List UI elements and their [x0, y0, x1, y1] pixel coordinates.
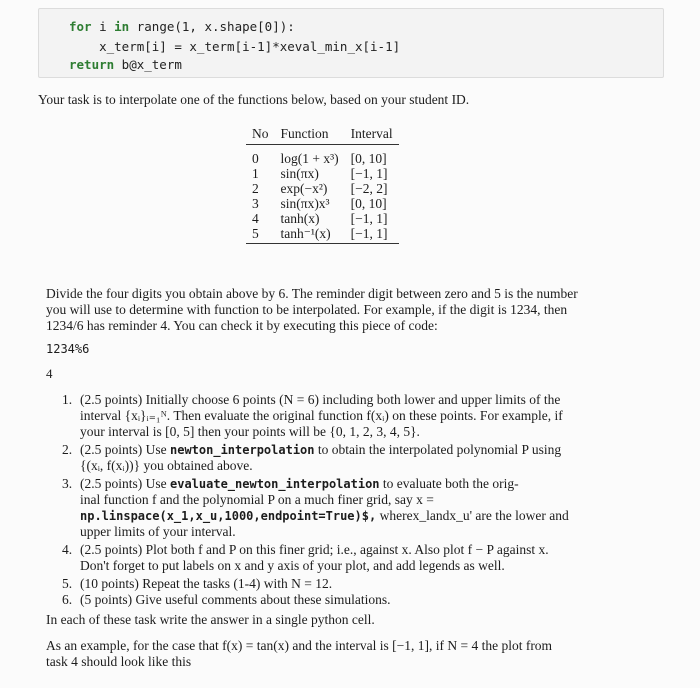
row-no: 3: [252, 196, 259, 211]
table-row: [246, 196, 399, 211]
code-output: 4: [46, 366, 53, 381]
row-interval: [0, 10]: [350, 151, 387, 166]
task-5-line-1: (10 points) Repeat the tasks (1-4) with N = 12.: [80, 576, 333, 591]
task-5-number: 5.: [62, 576, 73, 591]
row-interval: [−1, 1]: [350, 166, 388, 181]
header-no: No: [246, 124, 275, 145]
row-function: sin(πx)x³: [280, 196, 330, 211]
row-function: exp(−x²): [280, 181, 328, 196]
row-function: log(1 + x³): [280, 151, 339, 166]
row-no: 1: [252, 166, 259, 181]
row-no: 0: [252, 151, 259, 166]
task-6-number: 6.: [62, 592, 73, 607]
task-4-number: 4.: [62, 542, 73, 557]
intro-text: Your task is to interpolate one of the functions below, based on your student ID.: [38, 92, 470, 107]
header-function: Function: [275, 124, 345, 145]
row-interval: [−2, 2]: [350, 181, 388, 196]
table-row: [246, 145, 399, 167]
row-no: 5: [246, 226, 275, 244]
table-row: [246, 211, 399, 226]
row-function: tanh⁻¹(x): [275, 226, 345, 244]
task-3-line-1: (2.5 points) Use evaluate_newton_interpolation to evaluate both the orig-: [80, 476, 519, 491]
example-para-line-2: task 4 should look like this: [46, 654, 192, 669]
task-6-line-1: (5 points) Give useful comments about these simulations.: [80, 592, 391, 607]
task-1-number: 1.: [62, 392, 73, 407]
code-line-3: return b@x_term: [69, 57, 182, 72]
table-row: [246, 166, 399, 181]
task-2-number: 2.: [62, 442, 73, 457]
example-para-line-1: As an example, for the case that f(x) = tan(x) and the interval is [−1, 1], if N = 4 the plot from: [46, 638, 553, 653]
task-1-line-2: interval {xᵢ}ᵢ₌₁ᴺ. Then evaluate the original function f(xᵢ) on these points. For example, if: [80, 408, 563, 423]
row-interval: [0, 10]: [350, 196, 387, 211]
task-3-number: 3.: [62, 476, 73, 491]
row-interval: [−1, 1]: [345, 226, 399, 244]
task-4-line-1: (2.5 points) Plot both f and P on this finer grid; i.e., against x. Also plot f − P against x.: [80, 542, 549, 557]
task-3-line-3: np.linspace(x_1,x_u,1000,endpoint=True)$, wherex_landx_u' are the lower and: [80, 508, 569, 523]
table-row: [246, 226, 399, 244]
code-line-1: for i in range(1, x.shape[0]):: [69, 19, 295, 34]
row-function: tanh(x): [280, 211, 320, 226]
task-3-line-4: upper limits of your interval.: [80, 524, 236, 539]
table-header-row: [246, 124, 399, 145]
closing-text: In each of these task write the answer in a single python cell.: [46, 612, 375, 627]
code-example[interactable]: 1234%6: [46, 342, 90, 356]
task-2-line-2: {(xᵢ, f(xᵢ))} you obtained above.: [80, 458, 253, 473]
table-row: [246, 181, 399, 196]
task-4-line-2: Don't forget to put labels on x and y axis of your plot, and add legends as well.: [80, 558, 505, 573]
code-cell[interactable]: [38, 8, 664, 78]
divide-para-line-1: Divide the four digits you obtain above by 6. The reminder digit between zero and 5 is the number: [46, 286, 578, 301]
divide-para-line-2: you will use to determine with function to be interpolated. For example, if the digit is 1234, then: [46, 302, 568, 317]
row-interval: [−1, 1]: [350, 211, 388, 226]
task-1-line-1: (2.5 points) Initially choose 6 points (N = 6) including both lower and upper limits of the: [80, 392, 561, 407]
header-interval: Interval: [345, 124, 399, 145]
row-no: 2: [252, 181, 259, 196]
task-3-line-2: inal function f and the polynomial P on a much finer grid, say x =: [80, 492, 434, 507]
divide-para-line-3: 1234/6 has reminder 4. You can check it by executing this piece of code:: [46, 318, 438, 333]
task-1-line-3: your interval is [0, 5] then your points will be {0, 1, 2, 3, 4, 5}.: [80, 424, 420, 439]
row-no: 4: [252, 211, 259, 226]
function-table: [246, 124, 399, 244]
task-2-line-1: (2.5 points) Use newton_interpolation to obtain the interpolated polynomial P using: [80, 442, 562, 457]
row-function: sin(πx): [280, 166, 319, 181]
code-line-2: x_term[i] = x_term[i-1]*xeval_min_x[i-1]: [69, 39, 401, 54]
